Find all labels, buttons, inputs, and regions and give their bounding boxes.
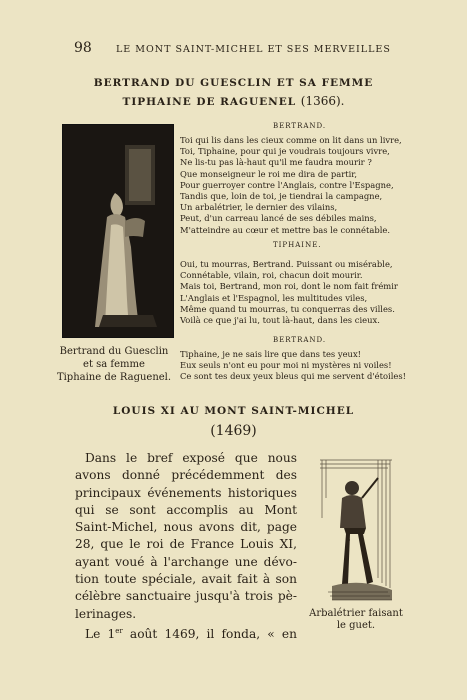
verse-line: Ce sont tes deux yeux bleus qui me servent d'étoiles! [180,371,407,382]
verse-line: Pour guerroyer contre l'Anglais, contre l'Espagne, [180,179,394,190]
verse-line: Toi, Tiphaine, pour qui je voudrais toujours vivre, [180,146,390,157]
verse-line: L'Anglais et l'Espagnol, les multitudes viles, [180,292,368,303]
speaker-bertrand: BERTRAND. [273,122,327,130]
caption-line: Bertrand du Guesclin [59,346,169,357]
section-year-louis-xi: (1469) [210,423,257,439]
verse-line: Connétable, vilain, roi, chacun doit mourir. [180,270,363,281]
verse-line: Tiphaine, je ne sais lire que dans tes yeux! [180,349,362,359]
speaker-bertrand-2: BERTRAND. [273,336,327,344]
section-title-year: (1366). [300,94,345,108]
speaker-tiphaine: TIPHAINE. [273,241,322,249]
verse-line: Ne lis-tu pas là-haut qu'il me faudra mourir ? [180,157,372,168]
section-title-louis-xi: LOUIS XI AU MONT SAINT-MICHEL [112,405,355,417]
verse-line: Oui, tu mourras, Bertrand. Puissant ou misérable, [180,259,393,269]
caption-line: Arbalétrier faisant [309,608,403,619]
verse-line: Même quand tu mourras, tu conquerras des villes. [180,303,395,314]
poem-stanza-bertrand [180,135,402,236]
paragraph-text: août 1469, il fonda, « en [122,627,297,642]
verse-line: Tandis que, loin de toi, je tiendrai la campagne, [180,191,383,202]
body-paragraph [75,450,297,643]
paragraph-line: avons donné précédemment des [75,468,297,483]
verse-line: Toi qui lis dans les cieux comme on lit dans un livre, [180,135,402,145]
running-title: LE MONT SAINT-MICHEL ET SES MERVEILLES [116,44,391,55]
ordinal-superscript: er [115,626,123,635]
poem-stanza-bertrand-2 [180,349,406,383]
engraving-arbaletrier-drawing [318,458,393,606]
paragraph-line: qui se sont accomplis au Mont [75,502,297,517]
caption-line: le guet. [336,620,376,631]
engraving-arbaletrier [318,458,393,606]
section-title-line1: BERTRAND DU GUESCLIN ET SA FEMME [93,77,374,89]
verse-line: Peut, d'un carreau lancé de ses débiles mains, [180,213,377,224]
engraving-caption-du-guesclin [48,345,180,384]
caption-line: et sa femme [83,359,145,370]
engraving-du-guesclin-drawing [63,125,173,337]
engraving-du-guesclin [62,124,174,338]
verse-line: Que monseigneur le roi me dira de partir, [180,168,358,179]
section-title-line2 [0,94,467,108]
verse-line: Un arbalétrier, le dernier des vilains, [180,202,338,213]
paragraph-line: tion toute spéciale, avait fait à son [75,572,297,587]
paragraph-line: Dans le bref exposé que nous [85,451,297,465]
paragraph-line: ayant voué à l'archange une dévo- [75,554,297,569]
engraving-caption-arbaletrier [305,608,407,632]
paragraph-text: Le 1 [85,627,116,642]
paragraph-line: principaux événements historiques [75,485,297,500]
paragraph-line: Saint-Michel, nous avons dit, page [75,520,297,535]
verse-line: Eux seuls n'ont eu pour moi ni mystères ni voiles! [180,360,392,371]
page-number: 98 [74,40,92,56]
verse-line: M'atteindre au cœur et mettre bas le connétable. [180,224,391,235]
poem-stanza-tiphaine [180,259,398,326]
verse-line: Voilà ce que j'ai lu, tout là-haut, dans les cieux. [180,315,380,326]
caption-line: Tiphaine de Raguenel. [56,372,172,383]
paragraph-line: 28, que le roi de France Louis XI, [75,537,297,552]
paragraph-line: lerinages. [75,606,137,621]
verse-line: Mais toi, Bertrand, mon roi, dont le nom fait frémir [180,281,398,292]
paragraph-line: célèbre sanctuaire jusqu'à trois pè- [75,589,297,604]
section-title-name: TIPHAINE DE RAGUENEL [122,96,297,108]
paragraph-line [75,623,297,643]
